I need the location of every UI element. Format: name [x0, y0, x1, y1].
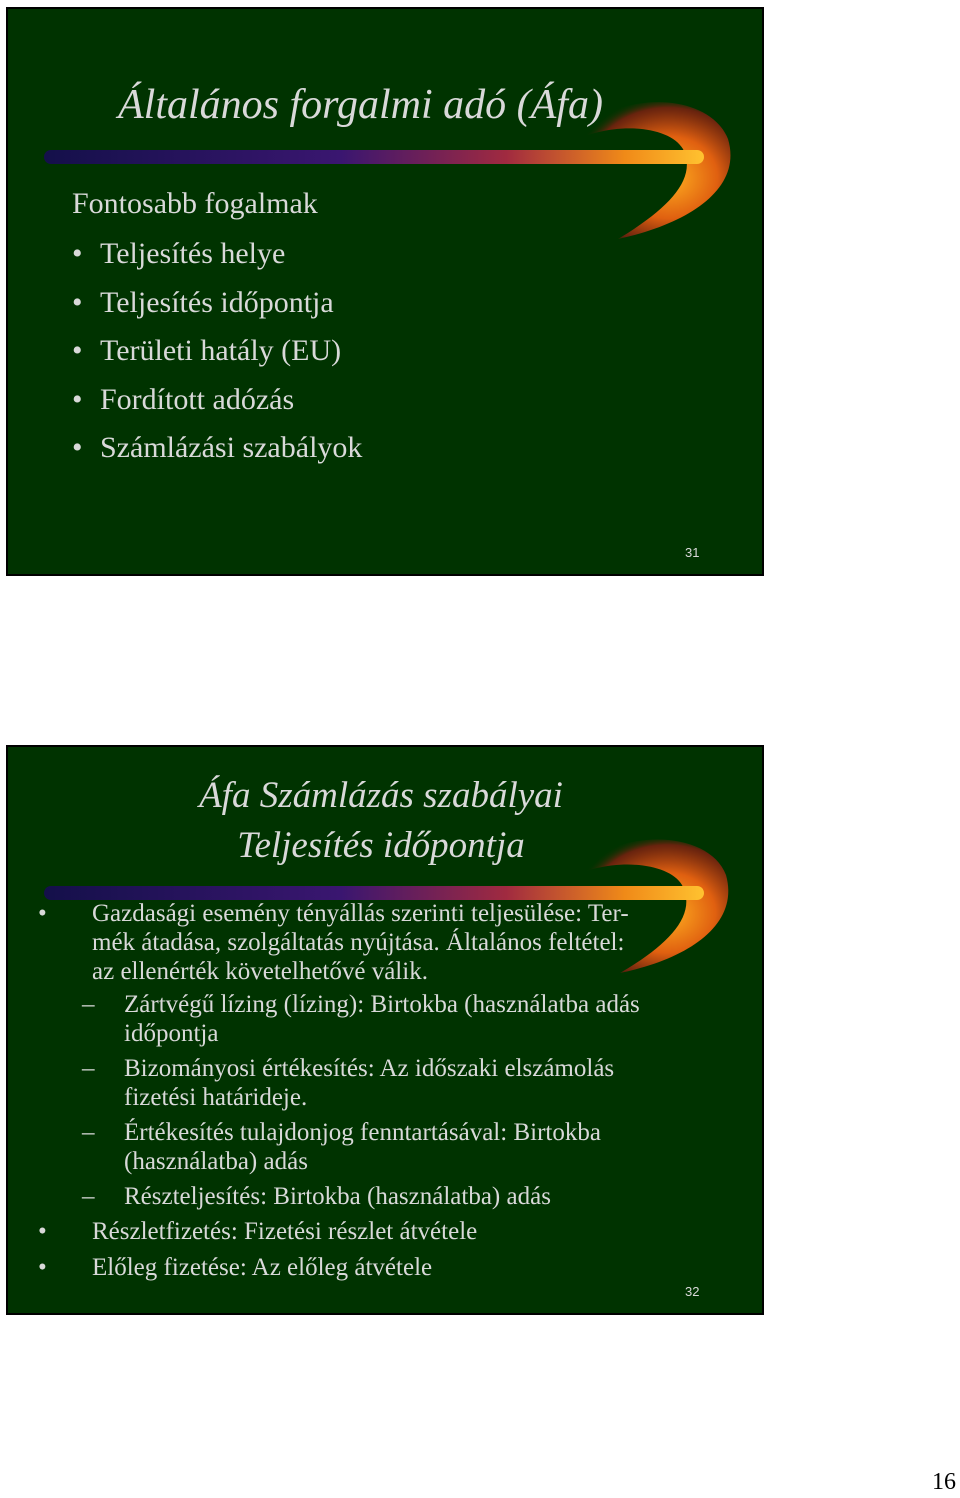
list-item [72, 430, 362, 479]
bullet-icon: • [38, 900, 47, 927]
bullet-icon: • [72, 382, 83, 416]
dash-icon: – [82, 1183, 95, 1210]
list-item [72, 382, 362, 431]
slide-number: 31 [685, 545, 700, 560]
body-line: az ellenérték követelhetővé válik. [92, 958, 428, 985]
body-line: Zártvégű lízing (lízing): Birtokba (használatba adás [124, 991, 640, 1018]
slide-title: Általános forgalmi adó (Áfa) [118, 82, 603, 128]
list-item-label: Területi hatály (EU) [100, 334, 342, 367]
body-line: Előleg fizetése: Az előleg átvétele [92, 1254, 433, 1281]
body-line: fizetési határideje. [124, 1084, 308, 1111]
body-line: Részteljesítés: Birtokba (használatba) adás [124, 1183, 551, 1210]
bullet-icon: • [38, 1218, 47, 1245]
bullet-icon: • [38, 1254, 47, 1281]
slide-31 [6, 7, 764, 576]
bullet-icon: • [72, 334, 83, 367]
body-line: Gazdasági esemény tényállás szerinti teljesülése: Ter- [92, 900, 629, 927]
dash-icon: – [82, 991, 95, 1018]
bullet-icon: • [72, 431, 83, 464]
list-item-label: Teljesítés helye [100, 237, 286, 270]
body-line: időpontja [124, 1020, 219, 1047]
dash-icon: – [82, 1055, 95, 1082]
list-item [72, 333, 362, 382]
body-line: mék átadása, szolgáltatás nyújtása. Általános feltétel: [92, 929, 625, 956]
list-item [72, 285, 362, 334]
slide-title-line: Áfa Számlázás szabályai [199, 775, 563, 816]
slide-32 [6, 745, 764, 1315]
list-item-label: Számlázási szabályok [100, 431, 363, 464]
body-line: (használatba) adás [124, 1148, 308, 1175]
bullet-icon: • [72, 285, 83, 319]
dash-icon: – [82, 1119, 95, 1146]
page-number: 16 [932, 1469, 956, 1495]
slide-title [6, 771, 758, 871]
list-item-label: Fordított adózás [100, 382, 295, 416]
body-line: Bizományosi értékesítés: Az időszaki elszámolás [124, 1055, 615, 1082]
slide-title-line: Teljesítés időpontja [237, 825, 525, 866]
list-item [72, 236, 362, 285]
bullet-list [72, 236, 362, 479]
body-line: Értékesítés tulajdonjog fenntartásával: Birtokba [124, 1119, 601, 1146]
list-item-label: Teljesítés időpontja [100, 285, 334, 319]
slide-lead-text: Fontosabb fogalmak [72, 187, 318, 220]
bullet-icon: • [72, 237, 83, 270]
body-line: Részletfizetés: Fizetési részlet átvétele [92, 1218, 478, 1245]
slide-number: 32 [685, 1284, 700, 1299]
